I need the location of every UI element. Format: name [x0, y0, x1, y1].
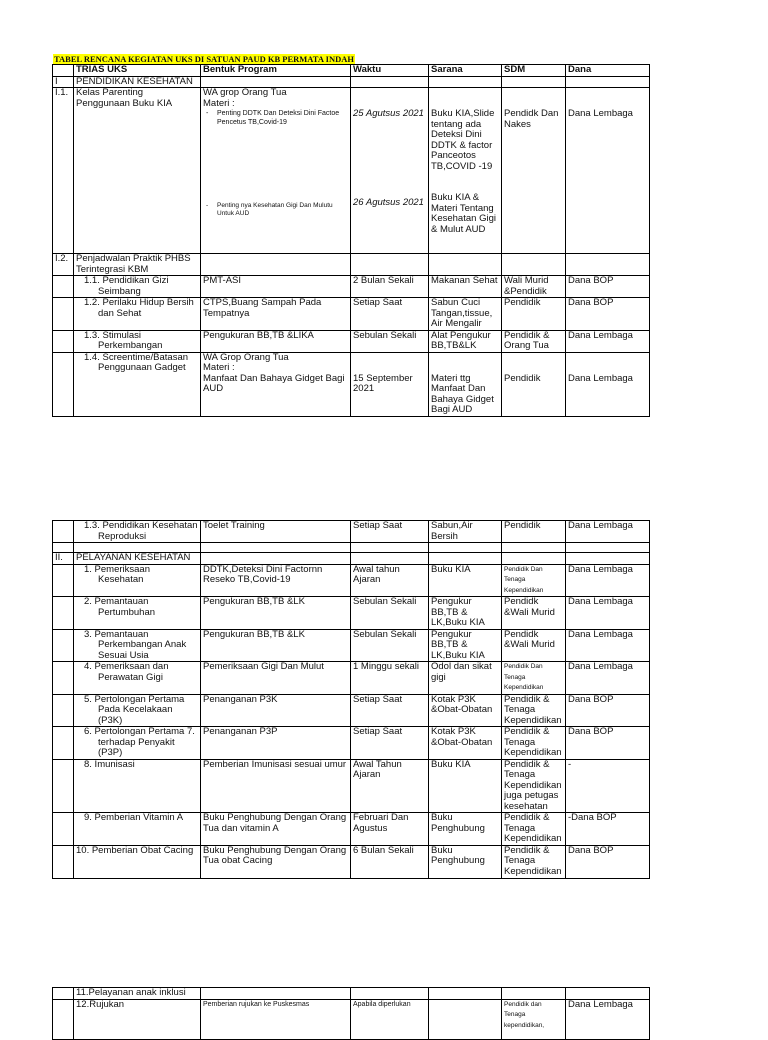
section-label: PELAYANAN KESEHATAN	[74, 553, 201, 565]
table-row	[53, 352, 650, 416]
table-row	[53, 999, 650, 1039]
uks-plan-table-part-2	[52, 520, 650, 879]
uks-plan-table-part-3	[52, 987, 650, 1040]
waktu-cell: Setiap Saat	[351, 694, 429, 727]
sarana-cell: Kotak P3K &Obat-Obatan	[429, 727, 502, 760]
trias-cell: Penjadwalan Praktik PHBS Terintegrasi KBM	[74, 254, 201, 276]
bentuk-cell: Pemberian rujukan ke Puskesmas	[201, 999, 351, 1039]
section-row-pelayanan	[53, 553, 650, 565]
sarana-cell: Buku Penghubung	[429, 845, 502, 878]
section-number: II.	[53, 553, 74, 565]
table-row	[53, 564, 650, 597]
sarana-cell	[429, 999, 502, 1039]
sarana-cell: Sabun,Air Bersih	[429, 521, 502, 543]
dana-cell: Dana BOP	[566, 845, 650, 878]
table-row	[53, 662, 650, 695]
sdm-cell: Pendidk Dan Nakes	[502, 88, 566, 254]
bentuk-cell: WA grop Orang Tua Materi : - Penting DDTK Dan Deteksi Dini Factoe Pencetus TB,Covid-19 - Penting nya Kesehatan Gigi Dan Mulutu Untuk AUD	[201, 88, 351, 254]
waktu-cell: 15 September 2021	[351, 352, 429, 416]
header-sdm: SDM	[502, 65, 566, 77]
sarana-cell: Buku KIA,Slide tentang ada Deteksi Dini DDTK & factor Panceotos TB,COVID -19 Buku KIA & Materi Tentang Kesehatan Gigi & Mulut AUD	[429, 88, 502, 254]
trias-cell: 11.Pelayanan anak inklusi	[74, 988, 201, 1000]
table-row	[53, 694, 650, 727]
waktu-cell: Setiap Saat	[351, 727, 429, 760]
header-waktu: Waktu	[351, 65, 429, 77]
sdm-cell: Pendidik & Tenaga Kependidikan	[502, 845, 566, 878]
dana-cell: Dana Lembaga	[566, 597, 650, 630]
sdm-cell: Pendidik & Tenaga Kependidikan	[502, 813, 566, 846]
sarana-cell: Buku Penghubung	[429, 813, 502, 846]
sdm-cell: Pendidik dan Tenaga kependidikan,	[502, 999, 566, 1039]
dana-cell: Dana BOP	[566, 694, 650, 727]
dana-cell: Dana Lembaga	[566, 521, 650, 543]
bentuk-cell: Pengukuran BB,TB &LK	[201, 629, 351, 662]
section-label: PENDIDIKAN KESEHATAN	[74, 76, 201, 88]
sdm-cell: Pendidik Dan Tenaga Kependidikan	[502, 564, 566, 597]
trias-cell: 2. Pemantauan Pertumbuhan	[74, 597, 201, 630]
header-dana: Dana	[566, 65, 650, 77]
table-row	[53, 759, 650, 813]
bentuk-cell: Buku Penghubung Dengan Orang Tua obat Cacing	[201, 845, 351, 878]
header-bentuk-program: Bentuk Program	[201, 65, 351, 77]
waktu-cell: Sebulan Sekali	[351, 629, 429, 662]
table-row	[53, 298, 650, 331]
dana-cell: Dana Lembaga	[566, 330, 650, 352]
waktu-cell: 1 Minggu sekali	[351, 662, 429, 695]
bentuk-cell: Toelet Training	[201, 521, 351, 543]
trias-cell: 3. Pemantauan Perkembangan Anak Sesuai Usia	[74, 629, 201, 662]
dana-cell: Dana BOP	[566, 298, 650, 331]
waktu-cell: Apabila diperlukan	[351, 999, 429, 1039]
sdm-cell: Pendidik	[502, 521, 566, 543]
sarana-cell: Materi ttg Manfaat Dan Bahaya Gidget Bagi AUD	[429, 352, 502, 416]
sdm-cell: Pendidik & Orang Tua	[502, 330, 566, 352]
bentuk-cell: Penanganan P3K	[201, 694, 351, 727]
row-number: I.2.	[53, 254, 74, 276]
trias-cell: 1. Pemeriksaan Kesehatan	[74, 564, 201, 597]
materi-item: - Penting DDTK Dan Deteksi Dini Factoe Pencetus TB,Covid-19	[203, 109, 348, 127]
bentuk-cell: Pengukuran BB,TB &LK	[201, 597, 351, 630]
dana-cell: Dana BOP	[566, 727, 650, 760]
trias-cell: 9. Pemberian Vitamin A	[74, 813, 201, 846]
trias-cell: 1.3. Stimulasi Perkembangan	[74, 330, 201, 352]
table-row	[53, 988, 650, 1000]
trias-cell: 8. Imunisasi	[74, 759, 201, 813]
sarana-cell: Buku KIA	[429, 759, 502, 813]
waktu-cell: 25 Agutsus 2021 26 Agutsus 2021	[351, 88, 429, 254]
bentuk-cell: WA Grop Orang Tua Materi : Manfaat Dan Bahaya Gidget Bagi AUD	[201, 352, 351, 416]
header-number	[53, 65, 74, 77]
section-row-pendidikan	[53, 76, 650, 88]
bentuk-cell: Pemberian Imunisasi sesuai umur	[201, 759, 351, 813]
header-sarana: Sarana	[429, 65, 502, 77]
table-row	[53, 727, 650, 760]
bentuk-cell: PMT-ASI	[201, 276, 351, 298]
table-row	[53, 521, 650, 543]
trias-cell: 1.3. Pendidikan Kesehatan Reproduksi	[74, 521, 201, 543]
trias-cell: 4. Pemeriksaan dan Perawatan Gigi	[74, 662, 201, 695]
waktu-cell: Sebulan Sekali	[351, 597, 429, 630]
bentuk-cell: DDTK,Deteksi Dini Factornn Reseko TB,Covid-19	[201, 564, 351, 597]
table-row	[53, 629, 650, 662]
sarana-cell: Pengukur BB,TB & LK,Buku KIA	[429, 629, 502, 662]
table-row	[53, 597, 650, 630]
dana-cell: Dana Lembaga	[566, 999, 650, 1039]
sarana-cell: Kotak P3K &Obat-Obatan	[429, 694, 502, 727]
sdm-cell: Pendidik & Tenaga Kependidikan juga petugas kesehatan	[502, 759, 566, 813]
waktu-cell: 2 Bulan Sekali	[351, 276, 429, 298]
table-row	[53, 276, 650, 298]
bentuk-cell: Pengukuran BB,TB &LIKA	[201, 330, 351, 352]
sdm-cell: Pendidk &Wali Murid	[502, 597, 566, 630]
dana-cell: Dana Lembaga	[566, 662, 650, 695]
waktu-cell: Setiap Saat	[351, 521, 429, 543]
sdm-cell: Pendidik	[502, 298, 566, 331]
dana-cell: -Dana BOP	[566, 813, 650, 846]
trias-cell: 1.1. Pendidikan Gizi Seimbang	[74, 276, 201, 298]
trias-cell: 6. Pertolongan Pertama 7. terhadap Penyakit (P3P)	[74, 727, 201, 760]
trias-cell: 12.Rujukan	[74, 999, 201, 1039]
table-row	[53, 813, 650, 846]
materi-item: - Penting nya Kesehatan Gigi Dan Mulutu Untuk AUD	[203, 202, 348, 218]
sdm-cell: Pendidik Dan Tenaga Kependidikan	[502, 662, 566, 695]
table-row	[53, 845, 650, 878]
sdm-cell: Pendidik & Tenaga Kependidikan	[502, 694, 566, 727]
section-number: I	[53, 76, 74, 88]
bentuk-cell: Penanganan P3P	[201, 727, 351, 760]
sarana-cell: Sabun Cuci Tangan,tissue, Air Mengalir	[429, 298, 502, 331]
waktu-cell: Sebulan Sekali	[351, 330, 429, 352]
table-row	[53, 88, 650, 254]
sarana-cell: Makanan Sehat	[429, 276, 502, 298]
sdm-cell: Pendidik & Tenaga Kependidikan	[502, 727, 566, 760]
dana-cell: Dana Lembaga	[566, 629, 650, 662]
table-row	[53, 330, 650, 352]
sarana-cell: Buku KIA	[429, 564, 502, 597]
dana-cell: Dana Lembaga	[566, 88, 650, 254]
trias-cell: 5. Pertolongan Pertama Pada Kecelakaan (P3K)	[74, 694, 201, 727]
table-header-row	[53, 65, 650, 77]
uks-plan-table-part-1	[52, 64, 650, 417]
table-row	[53, 254, 650, 276]
bentuk-cell: Pemeriksaan Gigi Dan Mulut	[201, 662, 351, 695]
trias-cell: Kelas Parenting Penggunaan Buku KIA	[74, 88, 201, 254]
document-title: TABEL RENCANA KEGIATAN UKS DI SATUAN PAUD KB PERMATA INDAH	[54, 54, 354, 64]
dana-cell: -	[566, 759, 650, 813]
dana-cell: Dana BOP	[566, 276, 650, 298]
waktu-cell: Awal Tahun Ajaran	[351, 759, 429, 813]
sdm-cell: Wali Murid &Pendidik	[502, 276, 566, 298]
dana-cell: Dana Lembaga	[566, 564, 650, 597]
sarana-cell: Pengukur BB,TB & LK,Buku KIA	[429, 597, 502, 630]
sarana-cell: Odol dan sikat gigi	[429, 662, 502, 695]
dana-cell: Dana Lembaga	[566, 352, 650, 416]
header-trias-uks: TRIAS UKS	[74, 65, 201, 77]
trias-cell: 1.2. Perilaku Hidup Bersih dan Sehat	[74, 298, 201, 331]
sdm-cell: Pendidik	[502, 352, 566, 416]
row-number: I.1.	[53, 88, 74, 254]
trias-cell: 1.4. Screentime/Batasan Penggunaan Gadget	[74, 352, 201, 416]
trias-cell: 10. Pemberian Obat Cacing	[74, 845, 201, 878]
sdm-cell: Pendidk &Wali Murid	[502, 629, 566, 662]
bentuk-cell: CTPS,Buang Sampah Pada Tempatnya	[201, 298, 351, 331]
waktu-cell: Awal tahun Ajaran	[351, 564, 429, 597]
bentuk-cell: Buku Penghubung Dengan Orang Tua dan vitamin A	[201, 813, 351, 846]
waktu-cell: Setiap Saat	[351, 298, 429, 331]
waktu-cell: 6 Bulan Sekali	[351, 845, 429, 878]
waktu-cell: Februari Dan Agustus	[351, 813, 429, 846]
sarana-cell: Alat Pengukur BB,TB&LK	[429, 330, 502, 352]
